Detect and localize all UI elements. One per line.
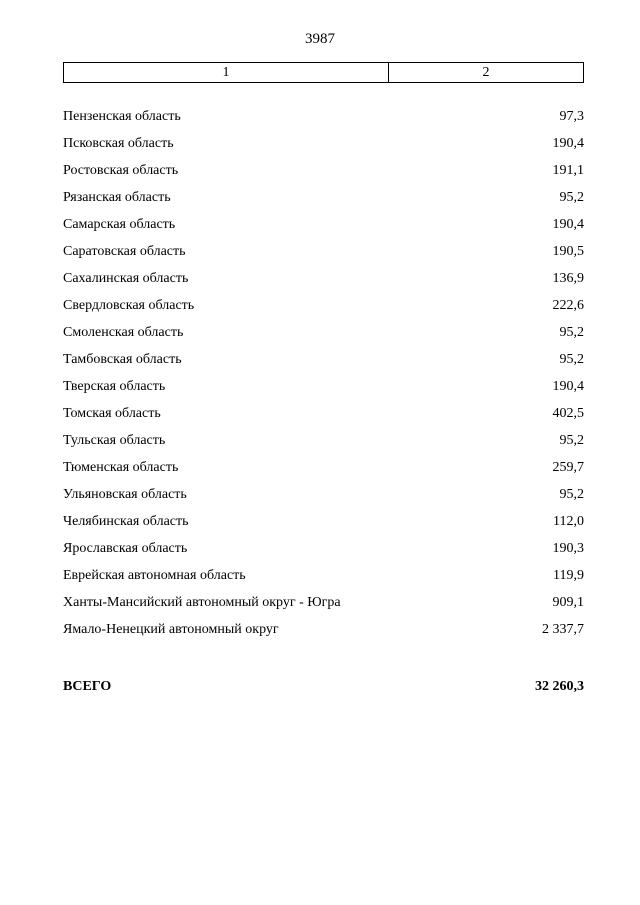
region-value: 259,7	[552, 460, 584, 475]
region-value: 190,4	[552, 379, 584, 394]
table-row	[63, 593, 584, 620]
table-row	[63, 242, 584, 269]
table-row	[63, 296, 584, 323]
region-name: Псковская область	[63, 136, 174, 151]
region-name: Ростовская область	[63, 163, 179, 178]
region-value: 222,6	[552, 298, 584, 313]
region-name: Еврейская автономная область	[63, 568, 246, 583]
table-row	[63, 215, 584, 242]
table-row	[63, 485, 584, 512]
region-name: Самарская область	[63, 217, 176, 232]
region-name: Свердловская область	[63, 298, 195, 313]
table-row	[63, 134, 584, 161]
region-name: Томская область	[63, 406, 161, 421]
column-header-table	[63, 62, 584, 83]
total-value: 32 260,3	[535, 679, 584, 694]
region-value: 190,4	[552, 136, 584, 151]
table-row	[63, 431, 584, 458]
region-name: Тверская область	[63, 379, 166, 394]
table-row	[63, 566, 584, 593]
table-row	[63, 188, 584, 215]
region-value: 402,5	[552, 406, 584, 421]
region-value: 190,3	[552, 541, 584, 556]
region-value: 95,2	[559, 325, 584, 340]
total-row	[63, 677, 584, 697]
region-value: 2 337,7	[542, 622, 584, 637]
page-number: 3987	[305, 31, 335, 47]
table-row	[63, 323, 584, 350]
region-value: 191,1	[552, 163, 584, 178]
table-row	[63, 107, 584, 134]
region-name: Ульяновская область	[63, 487, 187, 502]
table-row	[63, 458, 584, 485]
table-row	[63, 350, 584, 377]
region-name: Ханты-Мансийский автономный округ - Югра	[63, 595, 341, 610]
region-list	[63, 107, 584, 647]
region-name: Саратовская область	[63, 244, 186, 259]
table-row	[63, 269, 584, 296]
region-name: Челябинская область	[63, 514, 189, 529]
region-value: 909,1	[552, 595, 584, 610]
region-value: 97,3	[559, 109, 584, 124]
table-row	[63, 161, 584, 188]
total-label: ВСЕГО	[63, 679, 112, 694]
region-name: Сахалинская область	[63, 271, 189, 286]
region-name: Рязанская область	[63, 190, 171, 205]
table-row	[63, 377, 584, 404]
region-value: 190,4	[552, 217, 584, 232]
region-value: 95,2	[559, 433, 584, 448]
column-header-2: 2	[482, 65, 490, 80]
region-name: Тамбовская область	[63, 352, 182, 367]
column-header-1: 1	[64, 63, 389, 82]
region-value: 95,2	[559, 352, 584, 367]
region-name: Тюменская область	[63, 460, 179, 475]
region-value: 119,9	[553, 568, 584, 583]
table-row	[63, 404, 584, 431]
region-value: 95,2	[559, 190, 584, 205]
region-name: Смоленская область	[63, 325, 184, 340]
region-name: Тульская область	[63, 433, 166, 448]
region-name: Пензенская область	[63, 109, 181, 124]
region-value: 136,9	[552, 271, 584, 286]
region-name: Ямало-Ненецкий автономный округ	[63, 622, 279, 637]
region-value: 112,0	[553, 514, 584, 529]
table-row	[63, 620, 584, 647]
region-value: 190,5	[552, 244, 584, 259]
table-row	[63, 539, 584, 566]
table-row	[63, 512, 584, 539]
region-name: Ярославская область	[63, 541, 188, 556]
region-value: 95,2	[559, 487, 584, 502]
